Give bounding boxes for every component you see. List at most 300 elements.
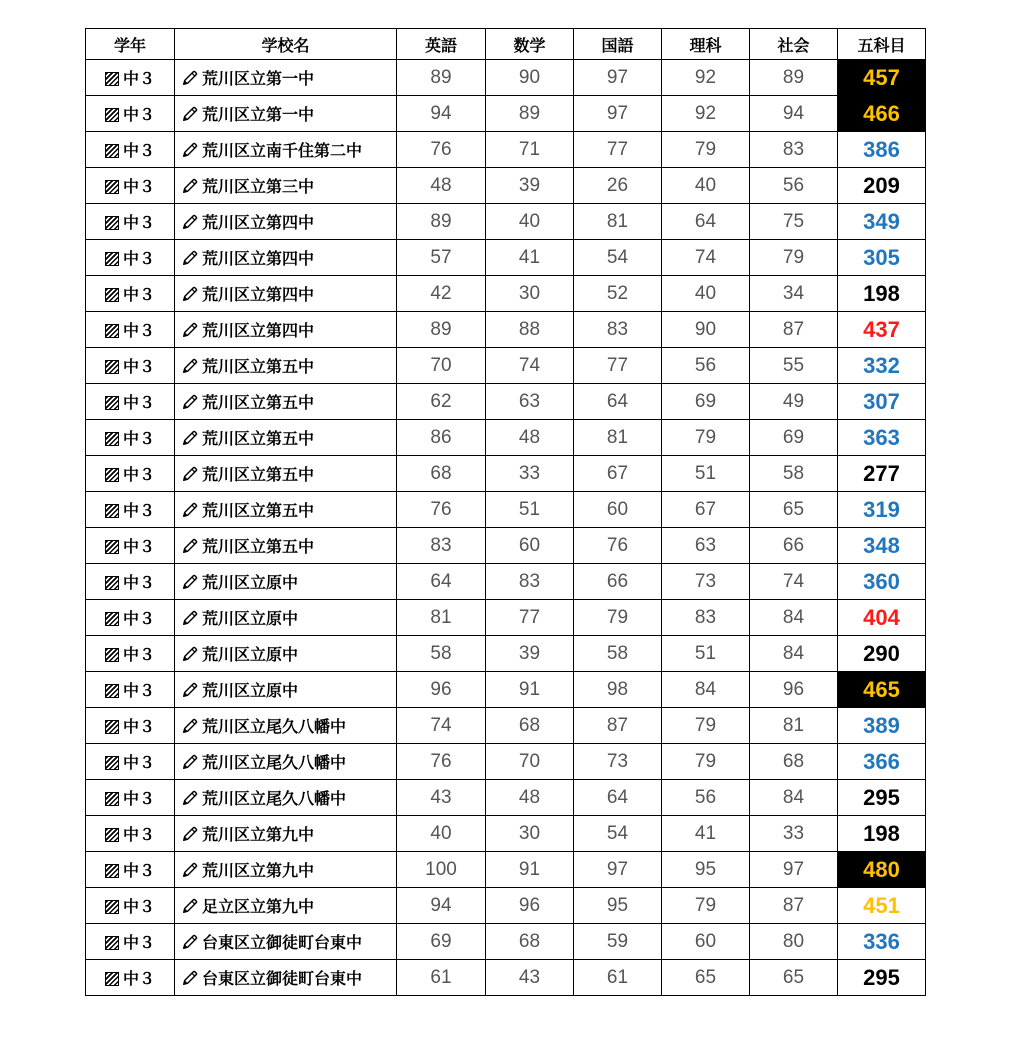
math-score-cell: 39 [486, 168, 574, 204]
school-name-cell [175, 708, 397, 744]
total-score-cell: 319 [838, 492, 926, 528]
school-name-label: 荒川区立第五中 [202, 357, 315, 376]
english-score-cell: 83 [397, 528, 486, 564]
school-name-cell [175, 240, 397, 276]
grade-cell [86, 816, 175, 852]
pencil-icon [181, 285, 199, 303]
pencil-icon [181, 933, 199, 951]
english-score-cell: 76 [397, 744, 486, 780]
grade-label: 中３ [122, 501, 155, 520]
social-score-cell: 65 [750, 492, 838, 528]
total-score-cell: 295 [838, 960, 926, 996]
grade-label: 中３ [122, 825, 155, 844]
school-name-cell [175, 384, 397, 420]
school-name-label: 荒川区立第五中 [202, 429, 315, 448]
school-name-label: 荒川区立第四中 [202, 249, 315, 268]
header-grade: 学年 [86, 29, 175, 60]
social-score-cell: 56 [750, 168, 838, 204]
science-score-cell: 40 [662, 276, 750, 312]
social-score-cell: 34 [750, 276, 838, 312]
school-name-cell [175, 888, 397, 924]
total-score-cell: 332 [838, 348, 926, 384]
grade-cell [86, 852, 175, 888]
grade-label: 中３ [122, 393, 155, 412]
japanese-score-cell: 59 [574, 924, 662, 960]
math-score-cell: 48 [486, 780, 574, 816]
total-score-cell: 363 [838, 420, 926, 456]
social-score-cell: 87 [750, 888, 838, 924]
table-row [86, 492, 926, 528]
japanese-score-cell: 76 [574, 528, 662, 564]
total-score-cell: 336 [838, 924, 926, 960]
school-name-cell [175, 744, 397, 780]
social-score-cell: 89 [750, 60, 838, 96]
pencil-icon [181, 681, 199, 699]
english-score-cell: 43 [397, 780, 486, 816]
pencil-icon [181, 465, 199, 483]
science-score-cell: 92 [662, 60, 750, 96]
pencil-icon [181, 321, 199, 339]
math-score-cell: 96 [486, 888, 574, 924]
pencil-icon [181, 141, 199, 159]
grade-cell [86, 564, 175, 600]
school-name-cell [175, 564, 397, 600]
grade-cell [86, 204, 175, 240]
english-score-cell: 58 [397, 636, 486, 672]
school-name-label: 荒川区立第四中 [202, 321, 315, 340]
grade-label: 中３ [122, 789, 155, 808]
pencil-icon [181, 357, 199, 375]
grade-label: 中３ [122, 141, 155, 160]
grade-label: 中３ [122, 645, 155, 664]
header-row [86, 29, 926, 60]
english-score-cell: 96 [397, 672, 486, 708]
math-score-cell: 40 [486, 204, 574, 240]
math-score-cell: 90 [486, 60, 574, 96]
school-name-cell [175, 672, 397, 708]
total-score-cell: 451 [838, 888, 926, 924]
math-score-cell: 68 [486, 924, 574, 960]
table-row [86, 60, 926, 96]
school-name-label: 台東区立御徒町台東中 [202, 933, 363, 952]
school-name-label: 荒川区立原中 [202, 645, 299, 664]
school-name-label: 台東区立御徒町台東中 [202, 969, 363, 988]
math-score-cell: 43 [486, 960, 574, 996]
english-score-cell: 40 [397, 816, 486, 852]
total-score-cell: 290 [838, 636, 926, 672]
total-score-cell: 480 [838, 852, 926, 888]
grade-label: 中３ [122, 321, 155, 340]
total-score-cell: 465 [838, 672, 926, 708]
pencil-icon [181, 429, 199, 447]
pencil-icon [181, 789, 199, 807]
social-score-cell: 66 [750, 528, 838, 564]
school-name-label: 荒川区立第五中 [202, 465, 315, 484]
grade-cell [86, 456, 175, 492]
hatched-square-icon [105, 648, 119, 662]
math-score-cell: 68 [486, 708, 574, 744]
science-score-cell: 63 [662, 528, 750, 564]
grade-cell [86, 240, 175, 276]
science-score-cell: 64 [662, 204, 750, 240]
header-science: 理科 [662, 29, 750, 60]
hatched-square-icon [105, 468, 119, 482]
table-row [86, 204, 926, 240]
social-score-cell: 84 [750, 780, 838, 816]
science-score-cell: 69 [662, 384, 750, 420]
scores-table [85, 28, 926, 996]
social-score-cell: 84 [750, 636, 838, 672]
school-name-cell [175, 780, 397, 816]
english-score-cell: 68 [397, 456, 486, 492]
science-score-cell: 60 [662, 924, 750, 960]
english-score-cell: 61 [397, 960, 486, 996]
japanese-score-cell: 64 [574, 780, 662, 816]
hatched-square-icon [105, 972, 119, 986]
hatched-square-icon [105, 936, 119, 950]
japanese-score-cell: 87 [574, 708, 662, 744]
social-score-cell: 33 [750, 816, 838, 852]
social-score-cell: 58 [750, 456, 838, 492]
hatched-square-icon [105, 864, 119, 878]
japanese-score-cell: 60 [574, 492, 662, 528]
japanese-score-cell: 61 [574, 960, 662, 996]
school-name-label: 足立区立第九中 [202, 897, 315, 916]
japanese-score-cell: 81 [574, 204, 662, 240]
science-score-cell: 56 [662, 348, 750, 384]
japanese-score-cell: 66 [574, 564, 662, 600]
grade-cell [86, 420, 175, 456]
header-japanese: 国語 [574, 29, 662, 60]
table-row [86, 852, 926, 888]
school-name-cell [175, 852, 397, 888]
hatched-square-icon [105, 720, 119, 734]
english-score-cell: 62 [397, 384, 486, 420]
social-score-cell: 55 [750, 348, 838, 384]
hatched-square-icon [105, 792, 119, 806]
school-name-cell [175, 528, 397, 564]
science-score-cell: 51 [662, 456, 750, 492]
hatched-square-icon [105, 756, 119, 770]
japanese-score-cell: 98 [574, 672, 662, 708]
grade-cell [86, 384, 175, 420]
social-score-cell: 81 [750, 708, 838, 744]
table-row [86, 132, 926, 168]
hatched-square-icon [105, 108, 119, 122]
school-name-cell [175, 168, 397, 204]
science-score-cell: 92 [662, 96, 750, 132]
hatched-square-icon [105, 180, 119, 194]
english-score-cell: 89 [397, 60, 486, 96]
table-row [86, 672, 926, 708]
japanese-score-cell: 97 [574, 96, 662, 132]
english-score-cell: 89 [397, 204, 486, 240]
math-score-cell: 30 [486, 276, 574, 312]
math-score-cell: 77 [486, 600, 574, 636]
grade-label: 中３ [122, 69, 155, 88]
hatched-square-icon [105, 360, 119, 374]
english-score-cell: 57 [397, 240, 486, 276]
english-score-cell: 81 [397, 600, 486, 636]
school-name-label: 荒川区立第一中 [202, 105, 315, 124]
table-row [86, 348, 926, 384]
science-score-cell: 79 [662, 888, 750, 924]
school-name-label: 荒川区立尾久八幡中 [202, 789, 347, 808]
total-score-cell: 348 [838, 528, 926, 564]
japanese-score-cell: 97 [574, 60, 662, 96]
social-score-cell: 97 [750, 852, 838, 888]
grade-label: 中３ [122, 897, 155, 916]
total-score-cell: 366 [838, 744, 926, 780]
school-name-label: 荒川区立第五中 [202, 501, 315, 520]
english-score-cell: 89 [397, 312, 486, 348]
school-name-label: 荒川区立第九中 [202, 825, 315, 844]
math-score-cell: 91 [486, 852, 574, 888]
table-row [86, 384, 926, 420]
japanese-score-cell: 26 [574, 168, 662, 204]
grade-cell [86, 528, 175, 564]
hatched-square-icon [105, 828, 119, 842]
grade-label: 中３ [122, 609, 155, 628]
school-name-cell [175, 312, 397, 348]
table-row [86, 456, 926, 492]
school-name-label: 荒川区立尾久八幡中 [202, 753, 347, 772]
pencil-icon [181, 717, 199, 735]
total-score-cell: 466 [838, 96, 926, 132]
table-row [86, 708, 926, 744]
total-score-cell: 277 [838, 456, 926, 492]
japanese-score-cell: 73 [574, 744, 662, 780]
grade-cell [86, 744, 175, 780]
grade-cell [86, 888, 175, 924]
pencil-icon [181, 249, 199, 267]
header-five-subject-total: 五科目 [838, 29, 926, 60]
school-name-label: 荒川区立第九中 [202, 861, 315, 880]
total-score-cell: 307 [838, 384, 926, 420]
social-score-cell: 83 [750, 132, 838, 168]
pencil-icon [181, 501, 199, 519]
science-score-cell: 65 [662, 960, 750, 996]
school-name-cell [175, 816, 397, 852]
table-row [86, 96, 926, 132]
hatched-square-icon [105, 576, 119, 590]
pencil-icon [181, 825, 199, 843]
japanese-score-cell: 95 [574, 888, 662, 924]
japanese-score-cell: 81 [574, 420, 662, 456]
grade-cell [86, 600, 175, 636]
table-row [86, 420, 926, 456]
grade-cell [86, 276, 175, 312]
science-score-cell: 74 [662, 240, 750, 276]
japanese-score-cell: 64 [574, 384, 662, 420]
math-score-cell: 71 [486, 132, 574, 168]
school-name-cell [175, 348, 397, 384]
school-name-cell [175, 132, 397, 168]
table-row [86, 924, 926, 960]
table-row [86, 960, 926, 996]
total-score-cell: 404 [838, 600, 926, 636]
social-score-cell: 80 [750, 924, 838, 960]
hatched-square-icon [105, 216, 119, 230]
grade-label: 中３ [122, 717, 155, 736]
grade-cell [86, 492, 175, 528]
hatched-square-icon [105, 288, 119, 302]
hatched-square-icon [105, 612, 119, 626]
grade-label: 中３ [122, 933, 155, 952]
header-math: 数学 [486, 29, 574, 60]
math-score-cell: 41 [486, 240, 574, 276]
social-score-cell: 65 [750, 960, 838, 996]
grade-label: 中３ [122, 861, 155, 880]
school-name-label: 荒川区立第一中 [202, 69, 315, 88]
total-score-cell: 360 [838, 564, 926, 600]
pencil-icon [181, 537, 199, 555]
hatched-square-icon [105, 684, 119, 698]
pencil-icon [181, 393, 199, 411]
science-score-cell: 41 [662, 816, 750, 852]
english-score-cell: 74 [397, 708, 486, 744]
grade-cell [86, 60, 175, 96]
science-score-cell: 79 [662, 744, 750, 780]
social-score-cell: 79 [750, 240, 838, 276]
science-score-cell: 51 [662, 636, 750, 672]
social-score-cell: 84 [750, 600, 838, 636]
pencil-icon [181, 213, 199, 231]
grade-cell [86, 96, 175, 132]
science-score-cell: 83 [662, 600, 750, 636]
science-score-cell: 79 [662, 420, 750, 456]
total-score-cell: 198 [838, 816, 926, 852]
hatched-square-icon [105, 144, 119, 158]
school-name-label: 荒川区立原中 [202, 681, 299, 700]
math-score-cell: 91 [486, 672, 574, 708]
hatched-square-icon [105, 900, 119, 914]
total-score-cell: 457 [838, 60, 926, 96]
japanese-score-cell: 83 [574, 312, 662, 348]
math-score-cell: 39 [486, 636, 574, 672]
table-row [86, 168, 926, 204]
school-name-cell [175, 276, 397, 312]
math-score-cell: 63 [486, 384, 574, 420]
school-name-label: 荒川区立第三中 [202, 177, 315, 196]
header-school-name: 学校名 [175, 29, 397, 60]
school-name-cell [175, 456, 397, 492]
grade-label: 中３ [122, 357, 155, 376]
english-score-cell: 100 [397, 852, 486, 888]
grade-cell [86, 132, 175, 168]
english-score-cell: 70 [397, 348, 486, 384]
pencil-icon [181, 573, 199, 591]
japanese-score-cell: 54 [574, 240, 662, 276]
hatched-square-icon [105, 432, 119, 446]
table-row [86, 276, 926, 312]
social-score-cell: 75 [750, 204, 838, 240]
table-row [86, 780, 926, 816]
total-score-cell: 389 [838, 708, 926, 744]
hatched-square-icon [105, 504, 119, 518]
english-score-cell: 94 [397, 888, 486, 924]
math-score-cell: 51 [486, 492, 574, 528]
japanese-score-cell: 77 [574, 348, 662, 384]
social-score-cell: 96 [750, 672, 838, 708]
table-row [86, 528, 926, 564]
total-score-cell: 386 [838, 132, 926, 168]
grade-label: 中３ [122, 537, 155, 556]
header-english: 英語 [397, 29, 486, 60]
grade-cell [86, 672, 175, 708]
japanese-score-cell: 79 [574, 600, 662, 636]
grade-label: 中３ [122, 177, 155, 196]
total-score-cell: 437 [838, 312, 926, 348]
pencil-icon [181, 861, 199, 879]
social-score-cell: 68 [750, 744, 838, 780]
total-score-cell: 209 [838, 168, 926, 204]
science-score-cell: 84 [662, 672, 750, 708]
grade-cell [86, 168, 175, 204]
science-score-cell: 56 [662, 780, 750, 816]
science-score-cell: 40 [662, 168, 750, 204]
grade-cell [86, 312, 175, 348]
english-score-cell: 69 [397, 924, 486, 960]
grade-label: 中３ [122, 429, 155, 448]
grade-label: 中３ [122, 249, 155, 268]
table-row [86, 600, 926, 636]
japanese-score-cell: 97 [574, 852, 662, 888]
grade-label: 中３ [122, 681, 155, 700]
english-score-cell: 48 [397, 168, 486, 204]
grade-cell [86, 960, 175, 996]
table-row [86, 744, 926, 780]
social-score-cell: 49 [750, 384, 838, 420]
english-score-cell: 94 [397, 96, 486, 132]
school-name-cell [175, 924, 397, 960]
science-score-cell: 79 [662, 132, 750, 168]
math-score-cell: 83 [486, 564, 574, 600]
grade-label: 中３ [122, 285, 155, 304]
math-score-cell: 33 [486, 456, 574, 492]
japanese-score-cell: 52 [574, 276, 662, 312]
math-score-cell: 70 [486, 744, 574, 780]
science-score-cell: 95 [662, 852, 750, 888]
school-name-cell [175, 60, 397, 96]
japanese-score-cell: 54 [574, 816, 662, 852]
school-name-cell [175, 420, 397, 456]
school-name-label: 荒川区立第四中 [202, 285, 315, 304]
math-score-cell: 60 [486, 528, 574, 564]
header-social: 社会 [750, 29, 838, 60]
table-row [86, 888, 926, 924]
school-name-cell [175, 492, 397, 528]
grade-cell [86, 708, 175, 744]
school-name-label: 荒川区立南千住第二中 [202, 141, 363, 160]
hatched-square-icon [105, 72, 119, 86]
grade-label: 中３ [122, 573, 155, 592]
pencil-icon [181, 969, 199, 987]
grade-label: 中３ [122, 465, 155, 484]
grade-label: 中３ [122, 105, 155, 124]
japanese-score-cell: 77 [574, 132, 662, 168]
hatched-square-icon [105, 252, 119, 266]
total-score-cell: 198 [838, 276, 926, 312]
school-name-label: 荒川区立第五中 [202, 393, 315, 412]
social-score-cell: 87 [750, 312, 838, 348]
hatched-square-icon [105, 540, 119, 554]
school-name-cell [175, 96, 397, 132]
social-score-cell: 74 [750, 564, 838, 600]
pencil-icon [181, 177, 199, 195]
social-score-cell: 94 [750, 96, 838, 132]
grade-label: 中３ [122, 969, 155, 988]
